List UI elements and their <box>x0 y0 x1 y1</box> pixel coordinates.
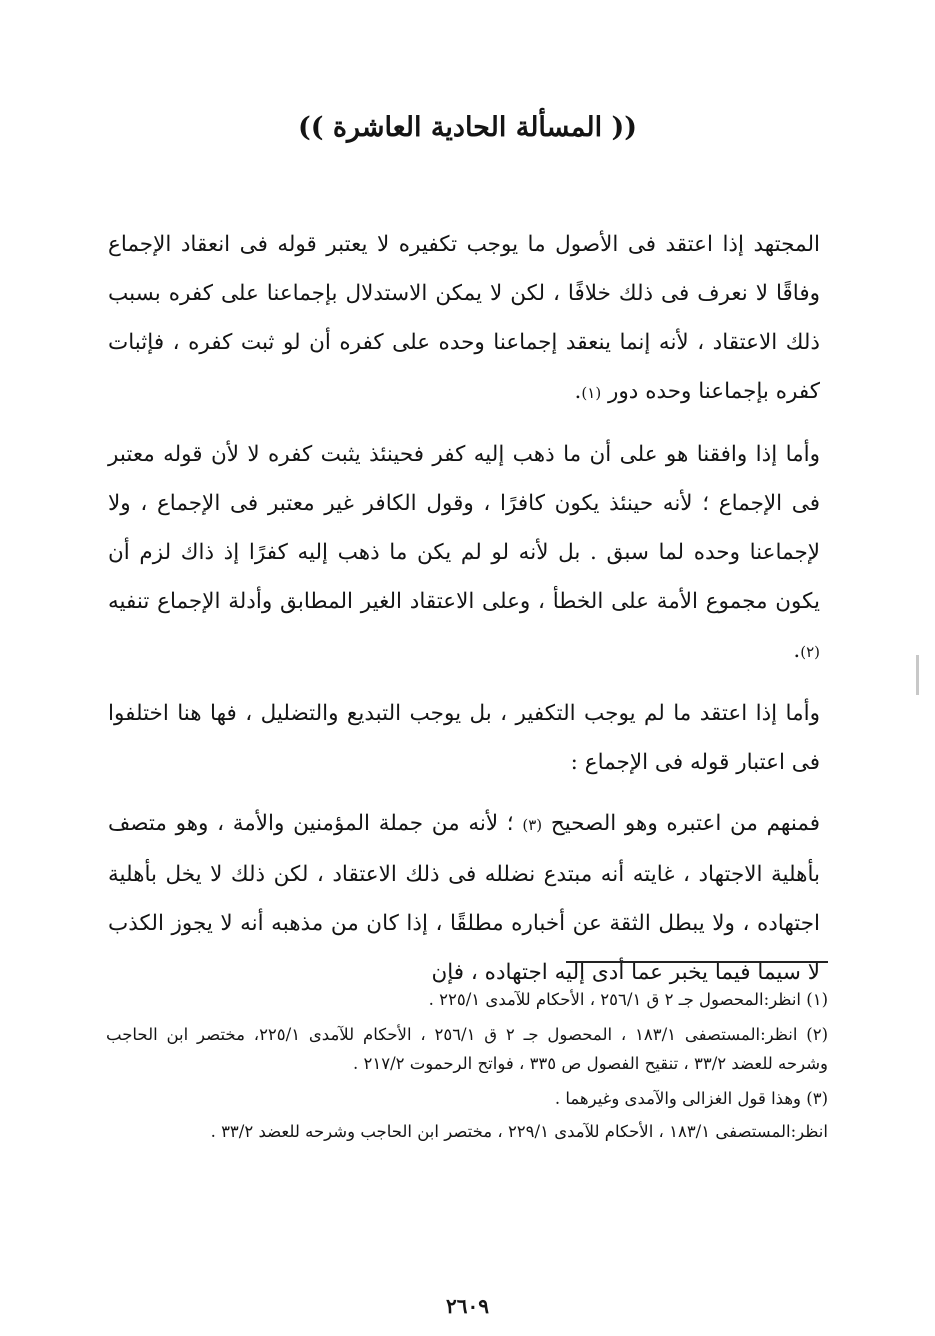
paragraph-end: . <box>574 379 582 404</box>
footnote-ref-3: (٣) <box>522 816 543 834</box>
scan-edge-mark <box>916 655 919 695</box>
paragraph-4 <box>108 799 820 997</box>
page-title: (( المسألة الحادية العاشرة )) <box>297 112 638 143</box>
page-number: ٢٦٠٩ <box>446 1294 489 1318</box>
footnote-3: (٣) وهذا قول الغزالى والآمدى وغيرهما . <box>554 1089 828 1108</box>
body-text <box>108 220 820 997</box>
footnote-separator <box>566 961 828 963</box>
paragraph-3 <box>108 689 820 787</box>
paragraph-text: وأما إذا وافقنا هو على أن ما ذهب إليه كفر فحينئذ يثبت كفره لا لأن قوله معتبر فى الإجماع ؛ لأنه حينئذ يكون كافرًا ، وقول الكافر غير معتبر فى الإجماع ، ولا لإجماعنا وحده لما سبق . بل لأنه لو لم يكن ما ذهب إليه كفرًا إذ ذاك لزم أن يكون مجموع الأمة على الخطأ ، وعلى الاعتقاد الغير المطابق وأدلة الإجماع تنفيه <box>108 442 820 614</box>
paragraph-text: فمنهم من اعتبره وهو الصحيح <box>550 811 821 836</box>
footnote-3-references: انظر:المستصفى ١٨٣/١ ، الأحكام للآمدى ٢٢٩/١ ، مختصر ابن الحاجب وشرحه للعضد ٣٣/٢ . <box>210 1122 828 1141</box>
paragraph-text: المجتهد إذا اعتقد فى الأصول ما يوجب تكفيره لا يعتبر قوله فى انعقاد الإجماع وفاقًا لا نعرف فى ذلك خلافًا ، لكن لا يمكن الاستدلال بإجماعنا على كفره بسبب ذلك الاعتقاد ، لأنه إنما ينعقد إجماعنا وحده على كفره أن لو ثبت كفره ، فإثبات كفره بإجماعنا وحده دور <box>108 232 820 404</box>
footnote-1: (١) انظر:المحصول جـ ٢ ق ٢٥٦/١ ، الأحكام للآمدى ٢٢٥/١ . <box>428 990 828 1009</box>
footnote-ref-1: (١) <box>581 384 602 402</box>
footnote-2: (٢) انظر:المستصفى ١٨٣/١ ، المحصول جـ ٢ ق ٢٥٦/١ ، الأحكام للآمدى ٢٢٥/١، مختصر ابن الحاجب وشرحه للعضد ٣٣/٢ ، تنقيح الفصول ص ٣٣٥ ، فواتح الرحموت ٢١٧/٢ . <box>106 1025 829 1073</box>
paragraph-text: وأما إذا اعتقد ما لم يوجب التكفير ، بل يوجب التبديع والتضليل ، فها هنا اختلفوا فى اعتبار قوله فى الإجماع : <box>108 701 820 775</box>
paragraph-end: . <box>793 638 801 663</box>
paragraph-continuation: ؛ لأنه من جملة المؤمنين والأمة ، وهو متصف بأهلية الاجتهاد ، غايته أنه مبتدع نضلله فى ذلك الاعتقاد ، لكن ذلك لا يخل بأهلية اجتهاده ، ولا يبطل الثقة عن أخباره مطلقًا ، إذا كان من مذهبه أنه لا يجوز الكذب لا سيما فيما يخبر عما أدى إليه اجتهاده ، فإن <box>108 811 820 985</box>
footnote-ref-2: (٢) <box>800 643 820 661</box>
paragraph-2 <box>108 430 820 677</box>
paragraph-1 <box>108 220 820 418</box>
footnotes <box>106 985 828 1152</box>
